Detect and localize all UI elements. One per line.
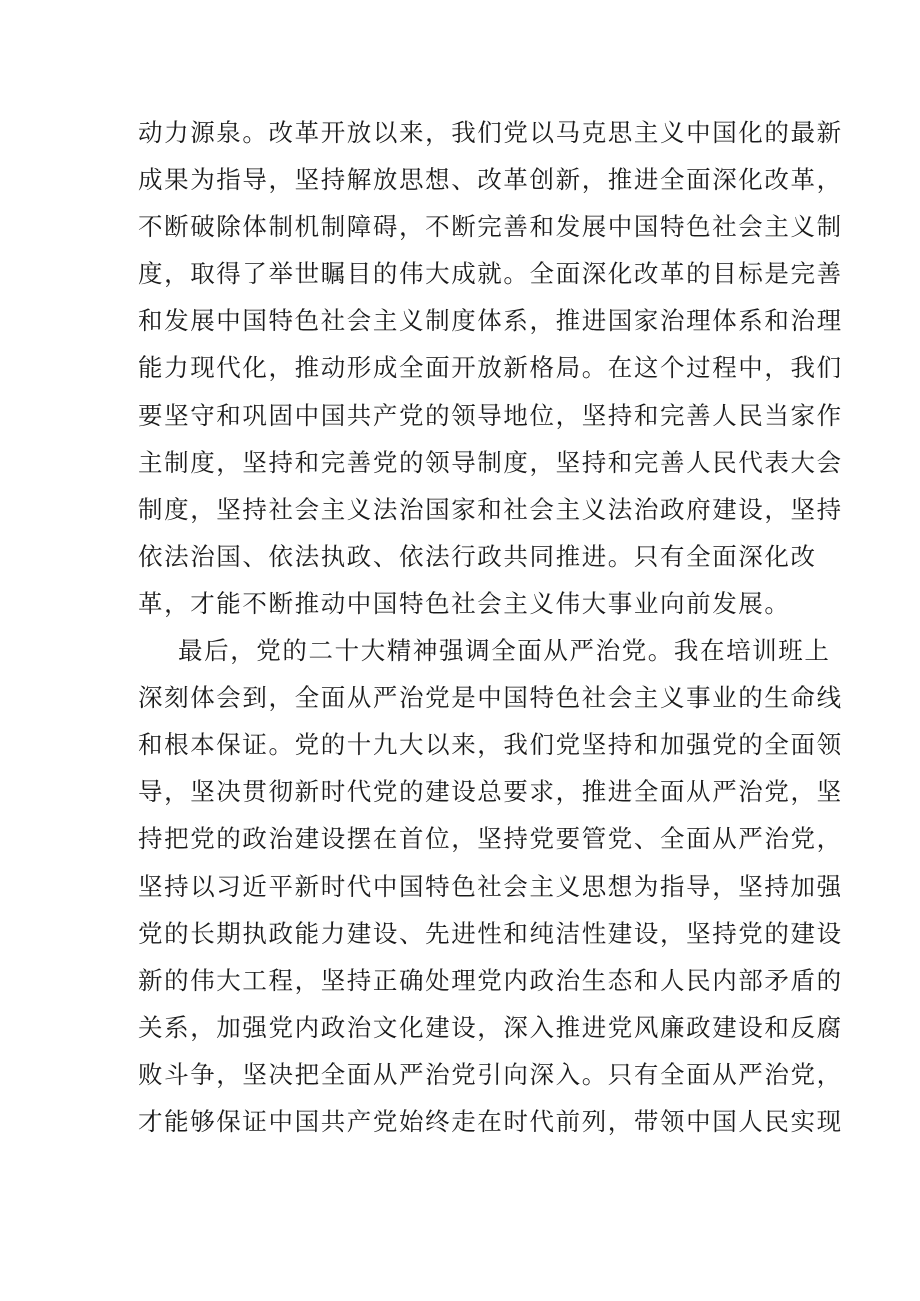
- text-line: 能力现代化，推动形成全面开放新格局。在这个过程中，我们: [138, 353, 843, 383]
- text-line: 依法治国、依法执政、依法行政共同推进。只有全面深化改: [138, 541, 817, 571]
- text-line: 关系，加强党内政治文化建设，深入推进党风廉政建设和反腐: [138, 1012, 843, 1042]
- text-line: 坚持以习近平新时代中国特色社会主义思想为指导，坚持加强: [138, 871, 843, 901]
- text-line: 和根本保证。党的十九大以来，我们党坚持和加强党的全面领: [138, 730, 843, 760]
- text-line: 新的伟大工程，坚持正确处理党内政治生态和人民内部矛盾的: [138, 965, 843, 995]
- text-line: 成果为指导，坚持解放思想、改革创新，推进全面深化改革，: [138, 165, 843, 195]
- text-line: 才能够保证中国共产党始终走在时代前列，带领中国人民实现: [138, 1106, 843, 1136]
- text-line: 革，才能不断推动中国特色社会主义伟大事业向前发展。: [138, 588, 791, 618]
- text-line: 持把党的政治建设摆在首位，坚持党要管党、全面从严治党，: [138, 824, 843, 854]
- text-line: 导，坚决贯彻新时代党的建设总要求，推进全面从严治党，坚: [138, 777, 843, 807]
- text-line: 度，取得了举世瞩目的伟大成就。全面深化改革的目标是完善: [138, 259, 843, 289]
- text-line: 党的长期执政能力建设、先进性和纯洁性建设，坚持党的建设: [138, 918, 843, 948]
- text-line: 和发展中国特色社会主义制度体系，推进国家治理体系和治理: [138, 306, 843, 336]
- text-line: 要坚守和巩固中国共产党的领导地位，坚持和完善人民当家作: [138, 400, 843, 430]
- document-body: [138, 109, 843, 1145]
- text-line: 败斗争，坚决把全面从严治党引向深入。只有全面从严治党，: [138, 1059, 843, 1089]
- text-line: 主制度，坚持和完善党的领导制度，坚持和完善人民代表大会: [138, 447, 843, 477]
- paragraph-start-line: 最后，党的二十大精神强调全面从严治党。我在培训班上: [178, 636, 831, 666]
- text-line: 深刻体会到，全面从严治党是中国特色社会主义事业的生命线: [138, 683, 843, 713]
- text-line: 不断破除体制机制障碍，不断完善和发展中国特色社会主义制: [138, 212, 843, 242]
- text-line: 制度，坚持社会主义法治国家和社会主义法治政府建设，坚持: [138, 494, 843, 524]
- text-line: 动力源泉。改革开放以来，我们党以马克思主义中国化的最新: [138, 118, 843, 147]
